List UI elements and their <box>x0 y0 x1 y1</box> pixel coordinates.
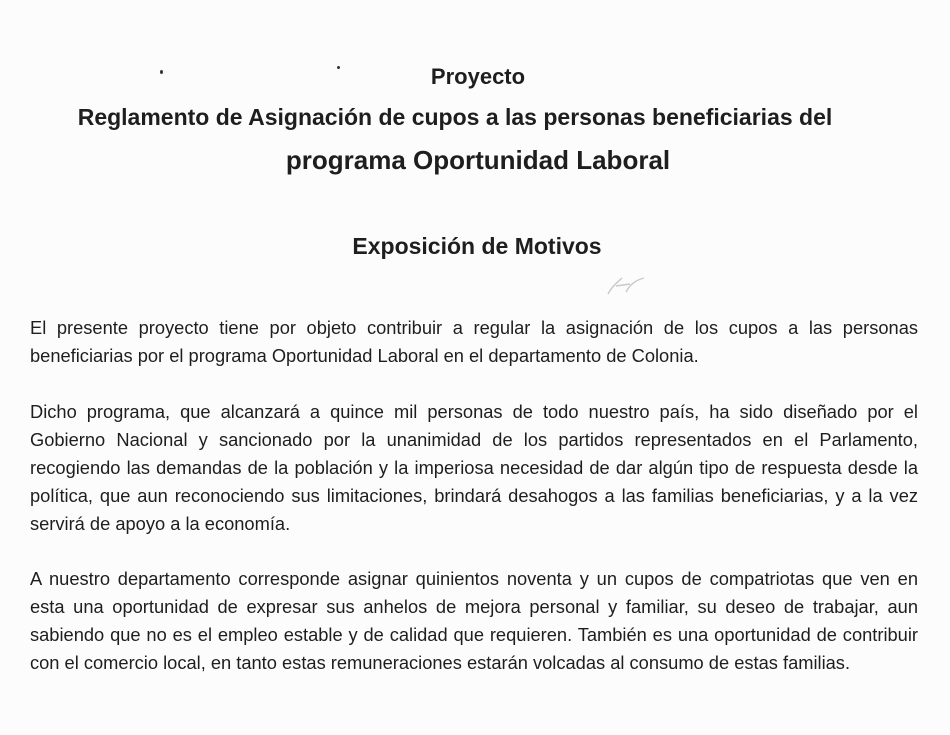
paragraph-2: Dicho programa, que alcanzará a quince mil personas de todo nuestro país, ha sido diseñado por el Gobierno Nacional y sancionado por la unanimidad de los partidos representados en el Parlamento, recogiendo las demandas de la población y la imperiosa necesidad de dar algún tipo de respuesta desde la política, que aun reconociendo sus limitaciones, brindará desahogos a las familias beneficiarias, y a la vez servirá de apoyo a la economía. <box>30 401 918 534</box>
paragraph-1: El presente proyecto tiene por objeto contribuir a regular la asignación de los cupos a las personas beneficiarias por el programa Oportunidad Laboral en el departamento de Colonia. <box>30 317 918 366</box>
faint-ink-mark <box>600 272 648 298</box>
section-heading: Exposición de Motivos <box>352 233 602 259</box>
title-line-1: Reglamento de Asignación de cupos a las personas beneficiarias del <box>77 104 833 130</box>
paragraph-3: A nuestro departamento corresponde asignar quinientos noventa y un cupos de compatriotas que ven en esta una oportunidad de expresar sus anhelos de mejora personal y familiar, su deseo de trabajar, aun sabiendo que no es el empleo estable y de calidad que requieren. También es una oportunidad de contribuir con el comercio local, en tanto estas remuneraciones estarán volcadas al consumo de estas familias. <box>30 568 918 673</box>
title-line-2: programa Oportunidad Laboral <box>285 145 671 175</box>
project-label: Proyecto <box>430 64 526 89</box>
